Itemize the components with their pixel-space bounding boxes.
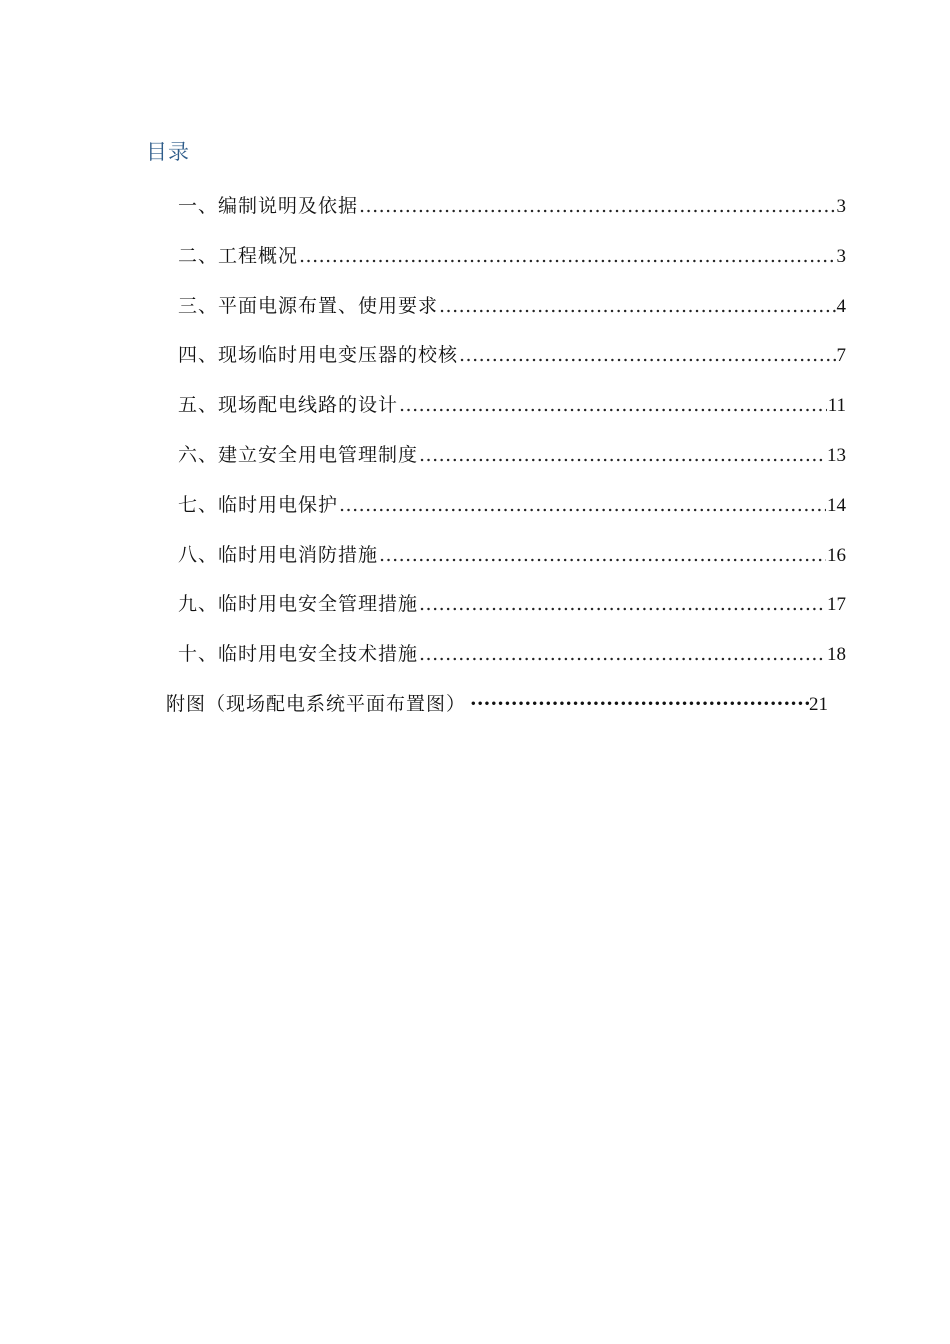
toc-appendix-leader-dots — [470, 688, 809, 720]
toc-entry-page: 17 — [827, 594, 846, 616]
toc-entry[interactable] — [178, 638, 846, 688]
toc-entry-page: 14 — [827, 494, 846, 516]
toc-leader-dots — [339, 489, 826, 521]
toc-leader-dots — [459, 339, 835, 371]
toc-entry-label: 九、临时用电安全管理措施 — [178, 593, 419, 616]
toc-entry-label: 二、工程概况 — [178, 244, 299, 267]
toc-appendix-page: 21 — [809, 694, 828, 715]
toc-entry-label: 七、临时用电保护 — [178, 493, 339, 516]
toc-appendix-label: 附图（现场配电系统平面布置图） — [166, 693, 467, 715]
toc-leader-dots — [419, 588, 826, 620]
toc-entry[interactable] — [178, 489, 846, 539]
toc-title: 目录 — [146, 140, 190, 164]
toc-entry-label: 三、平面电源布置、使用要求 — [178, 294, 439, 317]
toc-entry-page: 11 — [827, 395, 846, 417]
toc-entry-page: 3 — [836, 196, 846, 217]
toc-leader-dots — [299, 240, 835, 272]
toc-entry[interactable] — [178, 290, 846, 340]
toc-entry-label: 十、临时用电安全技术措施 — [178, 643, 419, 666]
toc-entry-page: 13 — [827, 444, 846, 466]
toc-entry[interactable] — [178, 240, 846, 290]
toc-entry[interactable] — [178, 439, 846, 489]
toc-entry-page: 4 — [836, 295, 846, 317]
toc-leader-dots — [359, 190, 835, 222]
toc-entry[interactable] — [178, 190, 846, 240]
toc-entry[interactable] — [178, 389, 846, 439]
toc-leader-dots — [379, 539, 826, 571]
toc-entry[interactable] — [178, 339, 846, 389]
toc-leader-dots — [419, 638, 826, 670]
toc-leader-dots — [439, 290, 835, 322]
toc-entry-page: 7 — [836, 345, 846, 367]
toc-entry[interactable] — [178, 588, 846, 638]
toc-entry-page: 18 — [827, 644, 846, 666]
toc-appendix-entry[interactable] — [166, 688, 828, 721]
toc-entry-label: 六、建立安全用电管理制度 — [178, 443, 419, 466]
toc-entry-label: 八、临时用电消防措施 — [178, 543, 379, 566]
toc-leader-dots — [419, 439, 826, 471]
toc-entry-label: 一、编制说明及依据 — [178, 195, 359, 217]
toc-entry-page: 16 — [827, 544, 846, 566]
toc-entry-label: 五、现场配电线路的设计 — [178, 394, 399, 417]
toc-list — [178, 190, 846, 688]
toc-leader-dots — [399, 389, 827, 421]
toc-entry-page: 3 — [836, 245, 846, 267]
toc-entry-label: 四、现场临时用电变压器的校核 — [178, 344, 459, 367]
toc-entry[interactable] — [178, 539, 846, 589]
